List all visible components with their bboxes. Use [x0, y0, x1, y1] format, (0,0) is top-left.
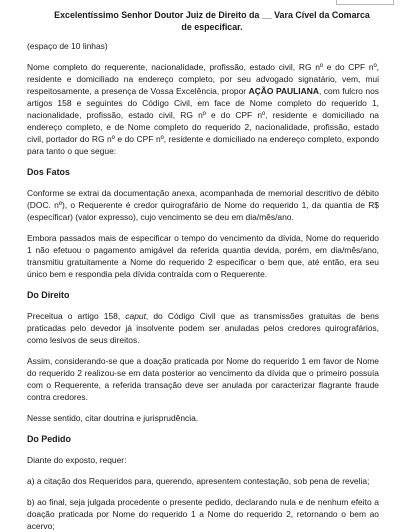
petition-document	[27, 9, 379, 532]
heading-line1-after: Vara Cível da Comarca	[271, 10, 370, 20]
pedido-item-b: b) ao final, seja julgada procedente o presente pedido, declarando nula e de nenhum efeito a doação praticada por Nome do requerido 1 a Nome do requerido 2, retornando o bem ao acervo;	[27, 497, 379, 531]
intro-text-after: , com fulcro nos artigos 158 e seguintes do Código Civil, em face de Nome completo do requerido 1, nacionalidade, profissão, estado civil, RG nº e do CPF nº, residente e domiciliado na endereço completo, e de Nome completo do requerido 2, nacionalidade, profissão, estado civil, portador do RG nº e do CPF nº, residente e domiciliado na endereço completo, expondo para tanto o que segue:	[27, 86, 379, 156]
fatos-paragraph-2: Embora passados mais de especificar o tempo do vencimento da dívida, Nome do requerido 1 não efetuou o pagamento amigável da referida quantia devida, porém, em dia/mês/ano, transmitiu gratuitamente a Nome do requerido 2 especificar o bem que, até então, era seu único bem e respondia pela dívida contraída com o Requerente.	[27, 233, 379, 279]
direito-p1-before: Preceitua o artigo 158,	[27, 311, 126, 321]
fatos-paragraph-1: Conforme se extrai da documentação anexa, acompanhada de memorial descritivo de débito (DOC. nº), o Requerente é credor quirografário de Nome do requerido 1, da quantia de R$ (especificar) (valor expresso), cujo vencimento se deu em dia/mês/ano.	[27, 188, 379, 222]
heading-line2: de especificar.	[181, 22, 243, 32]
space-note: (espaço de 10 linhas)	[27, 41, 108, 51]
heading-line1-before: Excelentíssimo Senhor Doutor Juiz de Direito da	[54, 10, 262, 20]
direito-paragraph-2: Assim, considerando-se que a doação praticada por Nome do requerido 1 em favor de Nome do requerido 2 realizou-se em data posterior ao vencimento da dívida que o primeiro possuía com o Requerente, a referida transação deve ser anulada por caracterizar flagrante fraude contra credores.	[27, 356, 379, 402]
direito-p1-italic: caput	[125, 311, 146, 321]
action-name: AÇÃO PAULIANA	[248, 86, 319, 96]
section-title-pedido: Do Pedido	[27, 434, 71, 444]
section-title-direito: Do Direito	[27, 290, 70, 300]
heading-blank: __	[261, 10, 272, 20]
direito-p1-after: , do Código Civil que as transmissões gratuitas de bens praticadas pelo devedor já insolvente podem ser anuladas pelos credores quirografários, como lesivos de seus direitos.	[27, 311, 379, 345]
intro-paragraph	[27, 61, 379, 157]
direito-paragraph-3: Nesse sentido, citar doutrina e jurisprudência.	[27, 413, 199, 423]
document-heading	[27, 9, 379, 33]
section-title-fatos: Dos Fatos	[27, 167, 70, 177]
pedido-intro: Diante do exposto, requer:	[27, 455, 127, 465]
pedido-item-a: a) a citação dos Requeridos para, querendo, apresentem contestação, sob pena de revelia;	[27, 476, 370, 486]
intro-text-before: Nome completo do requerente, nacionalidade, profissão, estado civil, RG nº e do CPF nº, residente e domiciliado na endereço completo, por seu advogado signatário, vem, mui respeitosamente, a presença de Vossa Excelência, propor	[27, 62, 379, 96]
corner-stamp	[336, 0, 394, 5]
direito-paragraph-1	[27, 310, 379, 346]
